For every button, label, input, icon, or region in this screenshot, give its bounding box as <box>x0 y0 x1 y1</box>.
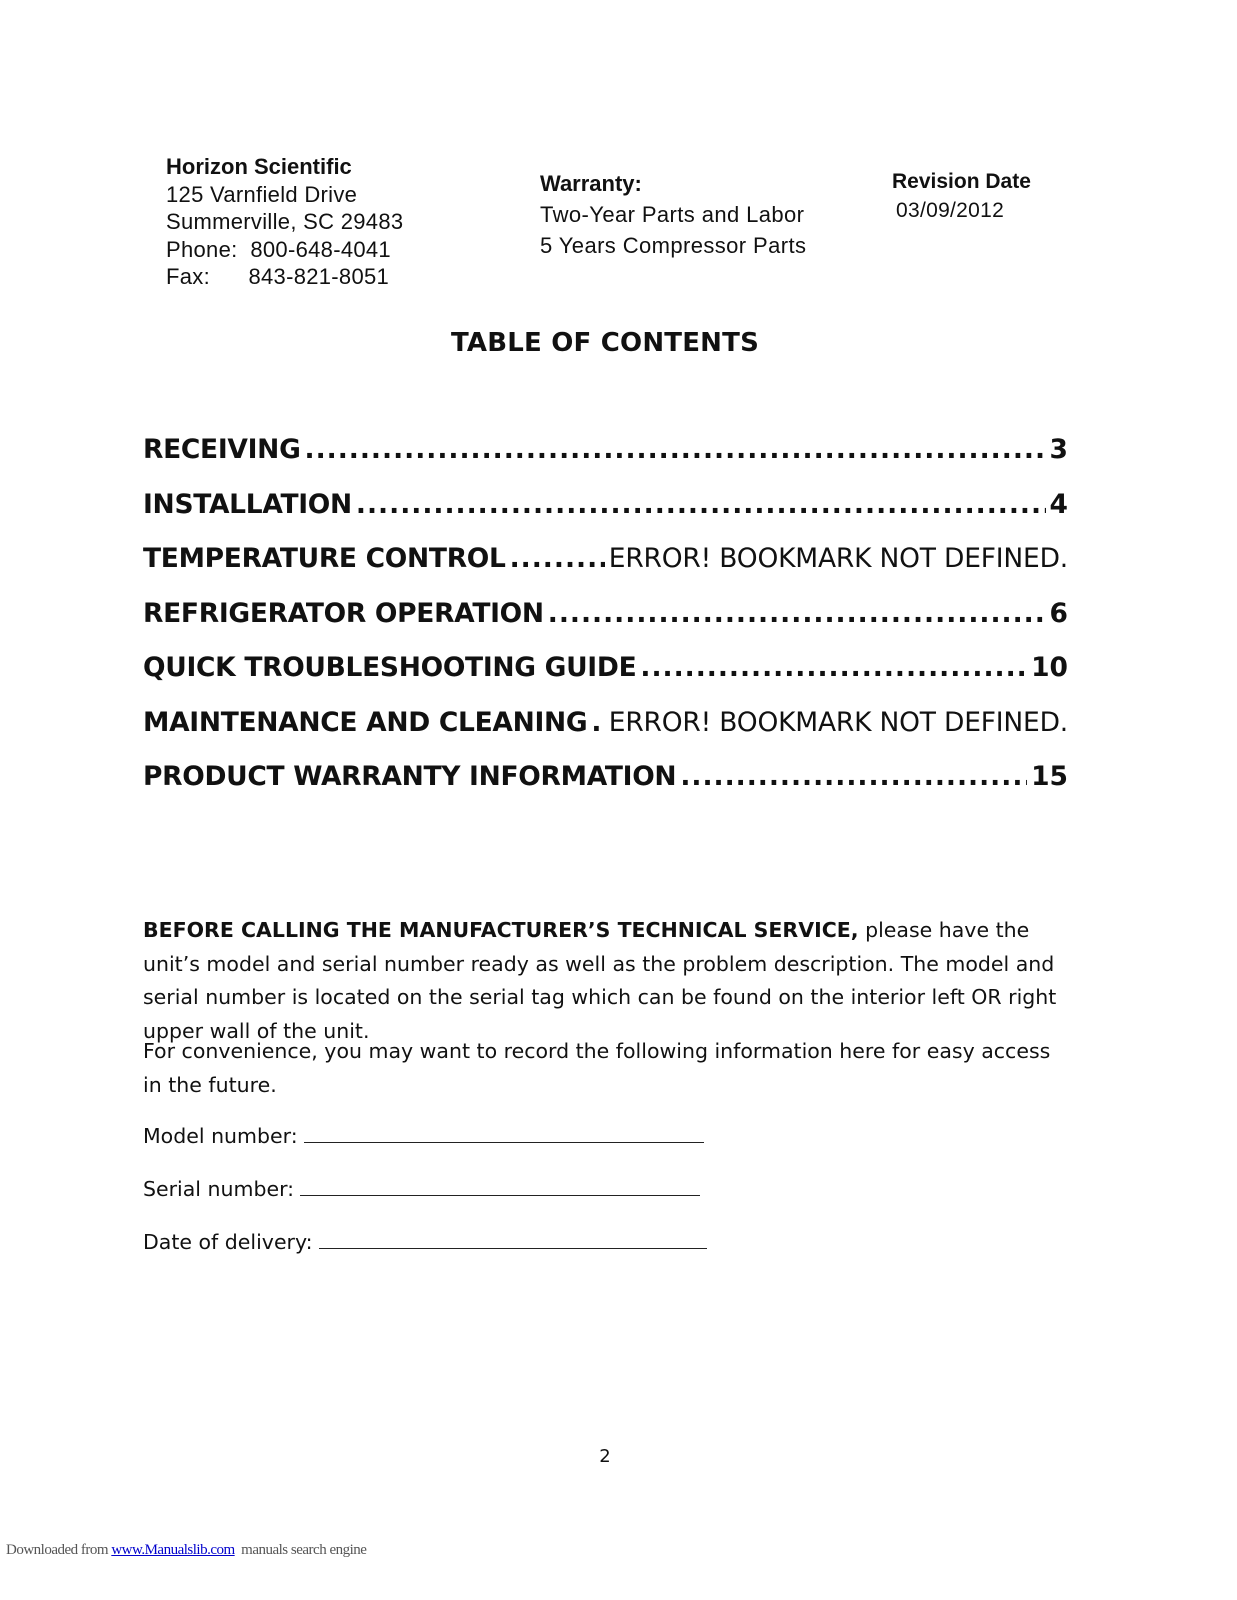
toc-entry-page: 4 <box>1049 488 1068 520</box>
date-of-delivery-label: Date of delivery: <box>143 1230 313 1254</box>
toc-entry-title: MAINTENANCE AND CLEANING <box>143 706 588 738</box>
page-number: 2 <box>599 1446 611 1467</box>
toc-entry-temperature-control[interactable] <box>143 543 1068 598</box>
manualslib-link[interactable]: www.Manualslib.com <box>111 1542 235 1558</box>
toc-entry-page: ERROR! BOOKMARK NOT DEFINED. <box>608 543 1068 574</box>
revision-date: 03/09/2012 <box>896 199 1005 222</box>
revision-block <box>892 167 1031 225</box>
toc-entry-title: TEMPERATURE CONTROL <box>143 543 506 574</box>
record-info-paragraph: For convenience, you may want to record the following information here for easy access in the future. <box>143 1039 1051 1097</box>
toc-leader-dots <box>548 598 1046 629</box>
toc-leader-dots <box>305 434 1046 465</box>
company-address-block <box>166 153 403 291</box>
footer-prefix: Downloaded from <box>6 1542 112 1558</box>
toc-leader-dots <box>356 489 1046 520</box>
model-number-label: Model number: <box>143 1124 298 1148</box>
warranty-label: Warranty: <box>540 171 642 196</box>
warranty-line-1: Two-Year Parts and Labor <box>540 202 805 227</box>
address-line-1: 125 Varnfield Drive <box>166 181 358 207</box>
toc-title: TABLE OF CONTENTS <box>450 328 759 358</box>
table-of-contents <box>143 434 1068 816</box>
toc-entry-page: 15 <box>1031 761 1068 792</box>
toc-entry-page: 3 <box>1049 434 1068 465</box>
service-instructions-text: please have the unit’s model and serial number ready as well as the problem description. The model and serial number is located on the serial tag which can be found on the interior left OR right upper wall of the unit. <box>143 918 1057 1043</box>
footer-suffix: manuals search engine <box>234 1542 367 1558</box>
serial-number-field[interactable] <box>143 1177 700 1201</box>
date-of-delivery-field[interactable] <box>143 1230 707 1254</box>
model-number-blank[interactable] <box>304 1124 704 1143</box>
toc-leader-dots <box>510 543 605 574</box>
download-footer <box>6 1542 366 1559</box>
toc-entry-page: 10 <box>1031 652 1068 683</box>
revision-label: Revision Date <box>892 170 1031 193</box>
toc-entry-quick-troubleshooting[interactable] <box>143 652 1068 707</box>
toc-entry-installation[interactable] <box>143 489 1068 544</box>
toc-leader-dots <box>591 707 604 738</box>
toc-entry-title: QUICK TROUBLESHOOTING GUIDE <box>143 652 637 683</box>
toc-entry-title: RECEIVING <box>143 434 301 465</box>
toc-leader-dots <box>680 761 1027 792</box>
service-instructions-bold: BEFORE CALLING THE MANUFACTURER’S TECHNICAL SERVICE, <box>143 918 859 942</box>
toc-entry-page: 6 <box>1049 597 1068 629</box>
service-instructions-paragraph <box>143 914 1073 1048</box>
toc-entry-title: REFRIGERATOR OPERATION <box>143 597 544 629</box>
date-of-delivery-blank[interactable] <box>319 1230 707 1249</box>
toc-entry-maintenance-cleaning[interactable] <box>143 707 1068 762</box>
toc-entry-product-warranty[interactable] <box>143 761 1068 816</box>
toc-entry-title: INSTALLATION <box>143 488 352 520</box>
toc-entry-page: ERROR! BOOKMARK NOT DEFINED. <box>608 706 1068 738</box>
fax-line: Fax: 843-821-8051 <box>166 264 390 289</box>
serial-number-label: Serial number: <box>143 1177 295 1201</box>
toc-entry-title: PRODUCT WARRANTY INFORMATION <box>143 761 677 792</box>
warranty-block <box>540 168 806 261</box>
company-name: Horizon Scientific <box>166 154 352 179</box>
address-line-2: Summerville, SC 29483 <box>166 209 404 234</box>
toc-leader-dots <box>640 652 1027 683</box>
model-number-field[interactable] <box>143 1124 704 1148</box>
toc-entry-refrigerator-operation[interactable] <box>143 598 1068 653</box>
serial-number-blank[interactable] <box>300 1177 700 1196</box>
toc-entry-receiving[interactable] <box>143 434 1068 489</box>
phone-line: Phone: 800-648-4041 <box>166 236 391 262</box>
warranty-line-2: 5 Years Compressor Parts <box>540 233 807 258</box>
